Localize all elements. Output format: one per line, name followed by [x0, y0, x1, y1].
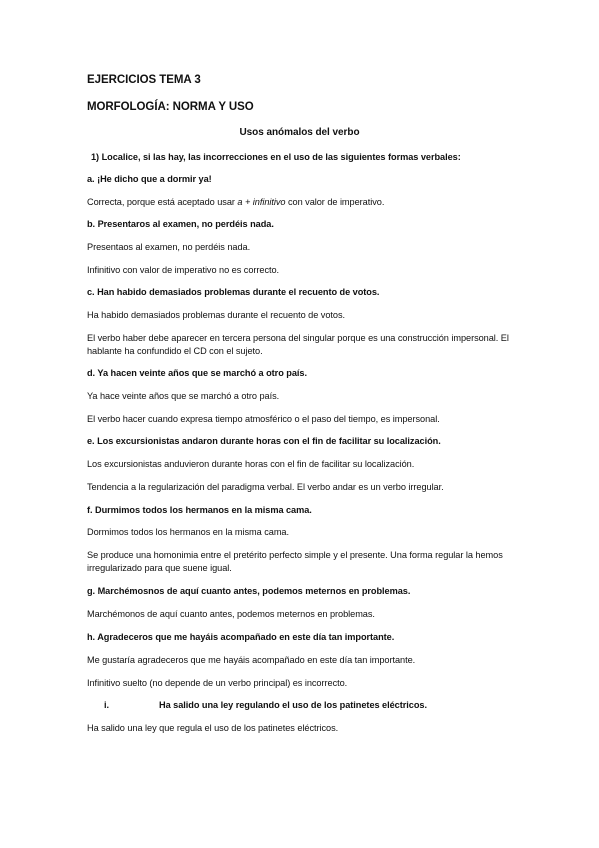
correction-b: Presentaos al examen, no perdéis nada.: [87, 242, 251, 252]
explanation-e: Tendencia a la regularización del paradigma verbal. El verbo andar es un verbo irregular.: [87, 482, 444, 492]
answer-a-emphasis: a + infinitivo: [237, 197, 286, 207]
question-b: b. Presentaros al examen, no perdéis nada.: [87, 219, 274, 229]
question-f: f. Durmimos todos los hermanos en la misma cama.: [87, 505, 312, 515]
question-i-text: Ha salido una ley regulando el uso de los patinetes eléctricos.: [159, 700, 427, 710]
answer-a: [87, 196, 559, 209]
explanation-d: El verbo hacer cuando expresa tiempo atmosférico o el paso del tiempo, es impersonal.: [87, 414, 440, 424]
correction-d: Ya hace veinte años que se marchó a otro país.: [87, 391, 280, 401]
exercise-instruction: 1) Localice, si las hay, las incorrecciones en el uso de las siguientes formas verbales:: [91, 152, 461, 162]
correction-f: Dormimos todos los hermanos en la misma cama.: [87, 527, 289, 537]
correction-c: Ha habido demasiados problemas durante el recuento de votos.: [87, 310, 345, 320]
question-a: a. ¡He dicho que a dormir ya!: [87, 174, 212, 184]
question-h: h. Agradeceros que me hayáis acompañado en este día tan importante.: [87, 632, 395, 642]
correction-h: Me gustaría agradeceros que me hayáis acompañado en este día tan importante.: [87, 655, 416, 665]
correction-g: Marchémonos de aquí cuanto antes, podemos meternos en problemas.: [87, 609, 375, 619]
question-d: d. Ya hacen veinte años que se marchó a otro país.: [87, 368, 307, 378]
section-title: Usos anómalos del verbo: [239, 127, 360, 138]
answer-a-text-end: con valor de imperativo.: [285, 197, 385, 207]
question-e: e. Los excursionistas andaron durante horas con el fin de facilitar su localización.: [87, 436, 441, 446]
correction-i: Ha salido una ley que regula el uso de los patinetes eléctricos.: [87, 723, 339, 733]
correction-e: Los excursionistas anduvieron durante horas con el fin de facilitar su localización.: [87, 459, 415, 469]
document-subtitle: MORFOLOGÍA: NORMA Y USO: [87, 101, 254, 113]
explanation-b: Infinitivo con valor de imperativo no es correcto.: [87, 265, 280, 275]
question-i: [104, 699, 559, 712]
answer-a-text: Correcta, porque está aceptado usar: [87, 197, 238, 207]
question-g: g. Marchémosnos de aquí cuanto antes, podemos meternos en problemas.: [87, 586, 411, 596]
question-c: c. Han habido demasiados problemas durante el recuento de votos.: [87, 287, 380, 297]
explanation-c: El verbo haber debe aparecer en tercera persona del singular porque es una construcción impersonal. El hablante ha confundido el CD con el sujeto.: [87, 333, 509, 356]
list-marker-i: i.: [104, 700, 110, 710]
explanation-h: Infinitivo suelto (no depende de un verbo principal) es incorrecto.: [87, 678, 348, 688]
document-title: EJERCICIOS TEMA 3: [87, 74, 201, 86]
explanation-f: Se produce una homonimia entre el pretérito perfecto simple y el presente. Una forma regular la hemos irregularizado para que suene igual.: [87, 550, 503, 573]
